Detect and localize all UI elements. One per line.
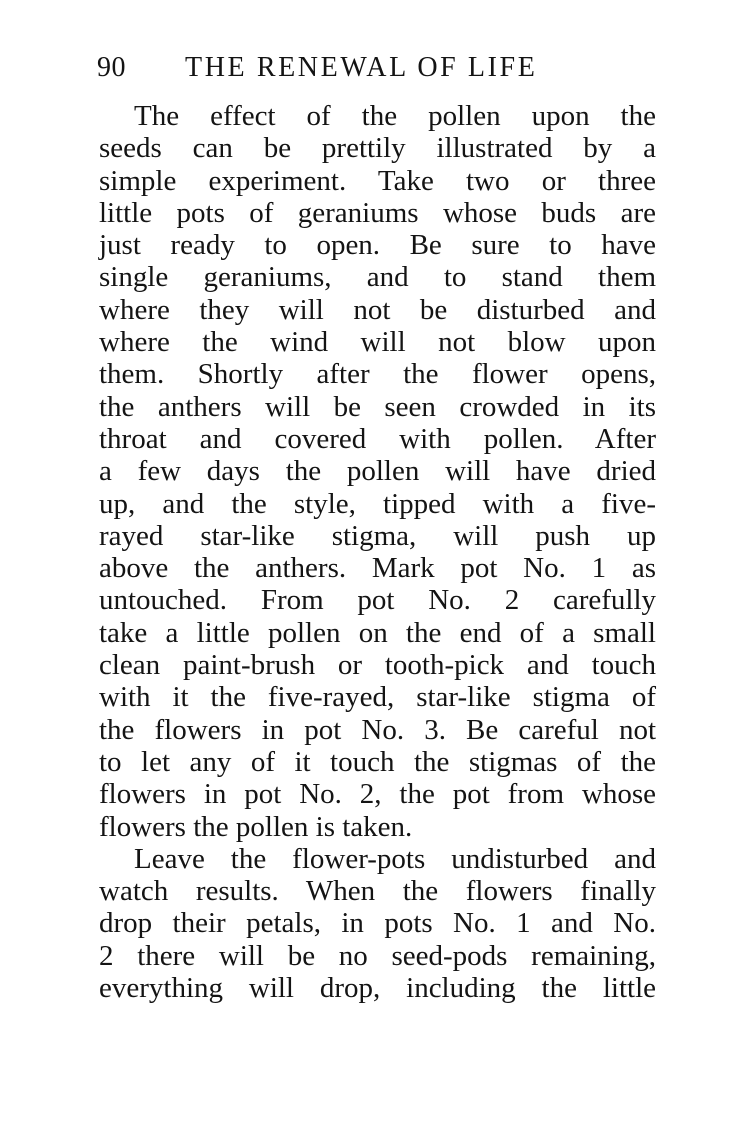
text-line: just ready to open. Be sure to have bbox=[99, 229, 656, 262]
text-line: little pots of geraniums whose buds are bbox=[99, 196, 656, 229]
text-line: to let any of it touch the stigmas of the bbox=[99, 745, 656, 778]
text-line: them. Shortly after the flower opens, bbox=[99, 358, 656, 391]
text-line: the flowers in pot No. 3. Be careful not bbox=[99, 713, 656, 746]
text-line: rayed star-like stigma, will push up bbox=[99, 519, 656, 552]
text-line: flowers in pot No. 2, the pot from whose bbox=[99, 778, 656, 811]
text-line: above the anthers. Mark pot No. 1 as bbox=[99, 552, 656, 585]
page-number: 90 bbox=[97, 52, 126, 83]
body-text bbox=[99, 100, 656, 1004]
paragraph-2 bbox=[99, 843, 656, 1004]
text-line: up, and the style, tipped with a five- bbox=[99, 487, 656, 520]
text-line: untouched. From pot No. 2 carefully bbox=[99, 584, 656, 617]
book-title: THE RENEWAL OF LIFE bbox=[185, 52, 538, 83]
paragraph-1 bbox=[99, 100, 656, 843]
text-line: where the wind will not blow upon bbox=[99, 326, 656, 359]
text-line: seeds can be prettily illustrated by a bbox=[99, 132, 656, 165]
text-line: simple experiment. Take two or three bbox=[99, 164, 656, 197]
text-line: a few days the pollen will have dried bbox=[99, 455, 656, 488]
text-line: where they will not be disturbed and bbox=[99, 293, 656, 326]
text-line: the anthers will be seen crowded in its bbox=[99, 390, 656, 423]
text-line: throat and covered with pollen. After bbox=[99, 422, 656, 455]
text-line: everything will drop, including the little bbox=[99, 972, 656, 1005]
text-line: clean paint-brush or tooth-pick and touch bbox=[99, 649, 656, 682]
text-line: drop their petals, in pots No. 1 and No. bbox=[99, 907, 656, 940]
running-head bbox=[97, 48, 657, 88]
text-line: The effect of the pollen upon the bbox=[134, 100, 656, 132]
text-line: with it the five-rayed, star-like stigma of bbox=[99, 681, 656, 714]
text-line: 2 there will be no seed-pods remaining, bbox=[99, 939, 656, 972]
text-line: take a little pollen on the end of a small bbox=[99, 616, 656, 649]
text-line: single geraniums, and to stand them bbox=[99, 261, 656, 294]
text-line: flowers the pollen is taken. bbox=[99, 810, 413, 843]
text-line: watch results. When the flowers finally bbox=[99, 875, 656, 908]
text-line: Leave the flower-pots undisturbed and bbox=[134, 842, 656, 875]
